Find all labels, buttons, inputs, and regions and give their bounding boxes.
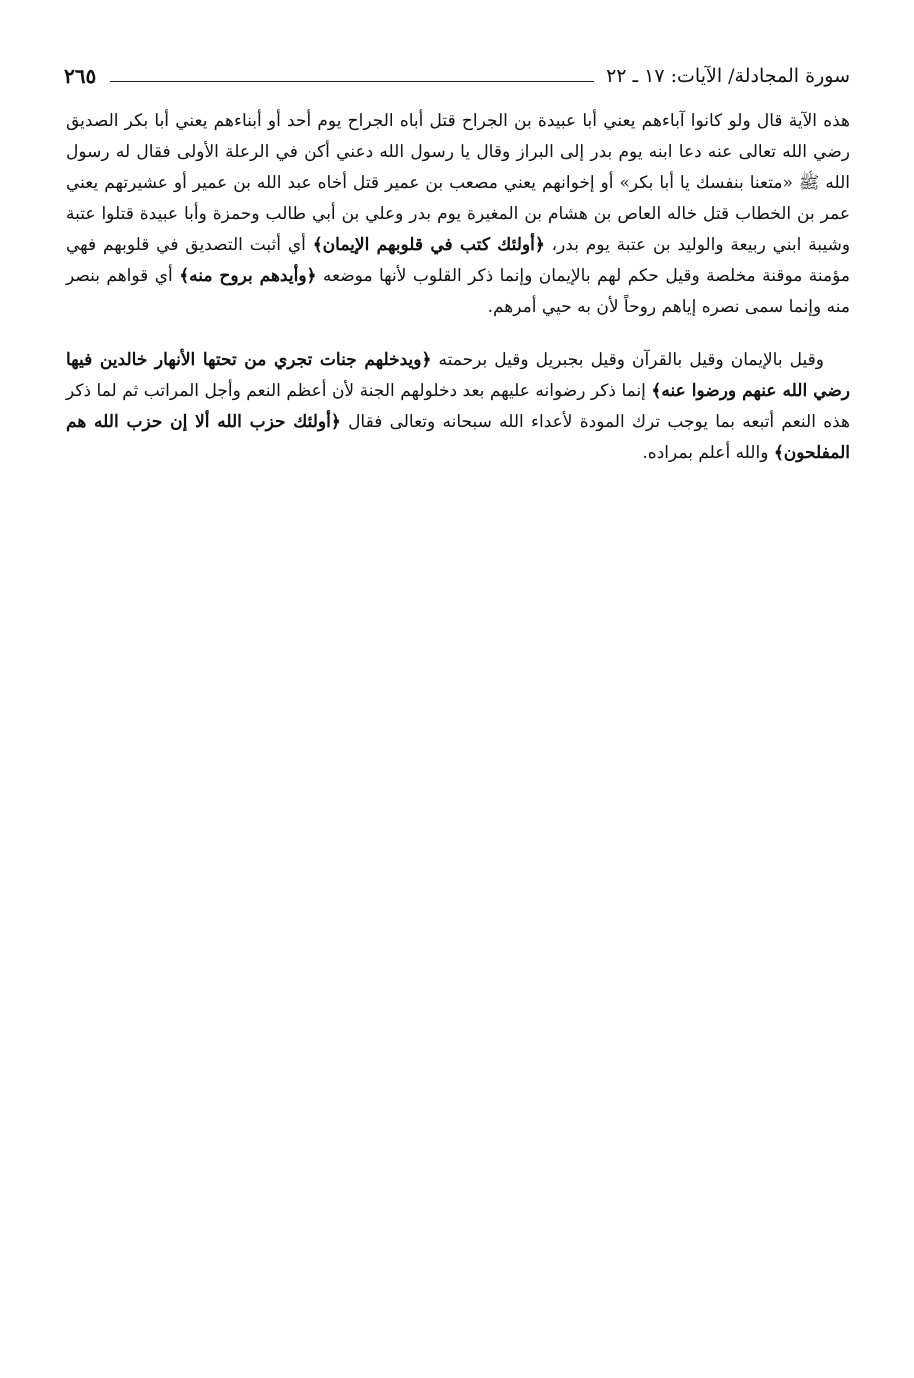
text-segment: إنما ذكر رضوانه عليهم بعد دخلولهم الجنة لأن أعظم النعم وأجل المراتب ثم لما ذكر هذه النعم أتبعه بما يوجب ترك المودة لأعداء الله سبحانه وتعالى فقال — [66, 381, 850, 432]
text-segment: أي أثبت التصديق في قلوبهم فهي مؤمنة موقنة مخلصة وقيل حكم لهم بالإيمان وإنما ذكر القلوب لأنها موضعه — [66, 235, 850, 286]
paragraph-2 — [66, 345, 850, 469]
paragraph-1 — [66, 106, 850, 323]
text-segment: والله أعلم بمراده. — [642, 443, 774, 463]
text-segment: «متعنا بنفسك يا أبا بكر» أو إخوانهم يعني مصعب بن عمير قتل أخاه عبد الله بن عمير أو عشيرتهم يعني عمر بن الخطاب قتل خاله العاص بن هشام بن المغيرة يوم بدر وعلي بن أبي طالب وحمزة وأبا عبيدة قتلوا عتبة وشيبة ابني ربيعة والوليد بن عتبة يوم بدر، — [66, 173, 851, 255]
quran-verse: ﴿أولئك حزب الله ألا إن حزب الله هم المفلحون﴾ — [66, 412, 850, 463]
text-segment: وقيل بالإيمان وقيل بالقرآن وقيل بجبريل وقيل برحمته — [431, 350, 824, 370]
page-number: ٢٦٥ — [64, 64, 97, 88]
quran-verse: ﴿ويدخلهم جنات تجري من تحتها الأنهار خالدين فيها رضي الله عنهم ورضوا عنه﴾ — [66, 350, 851, 401]
quran-verse: ﴿أولئك كتب في قلوبهم الإيمان﴾ — [312, 235, 545, 255]
text-segment: هذه الآية قال ولو كانوا آباءهم يعني أبا عبيدة بن الجراح قتل أباه الجراح يوم أحد أو أبناءهم يعني أبا بكر الصديق رضي الله تعالى عنه دعا ابنه يوم بدر إلى البراز وقال يا رسول الله دعني أكن في الرعلة الأولى فقال له رسول الله — [66, 111, 850, 193]
running-header — [64, 56, 850, 90]
salawat-glyph: ﷺ — [798, 173, 820, 193]
body-text — [66, 106, 850, 469]
quran-verse: ﴿وأيدهم بروح منه﴾ — [179, 266, 317, 286]
header-rule — [110, 81, 594, 82]
chapter-title: سورة المجادلة/ الآيات: ١٧ ـ ٢٢ — [606, 65, 850, 87]
text-segment: أي قواهم بنصر منه وإنما سمى نصره إياهم روحاً لأن به حيي أمرهم. — [66, 266, 850, 317]
